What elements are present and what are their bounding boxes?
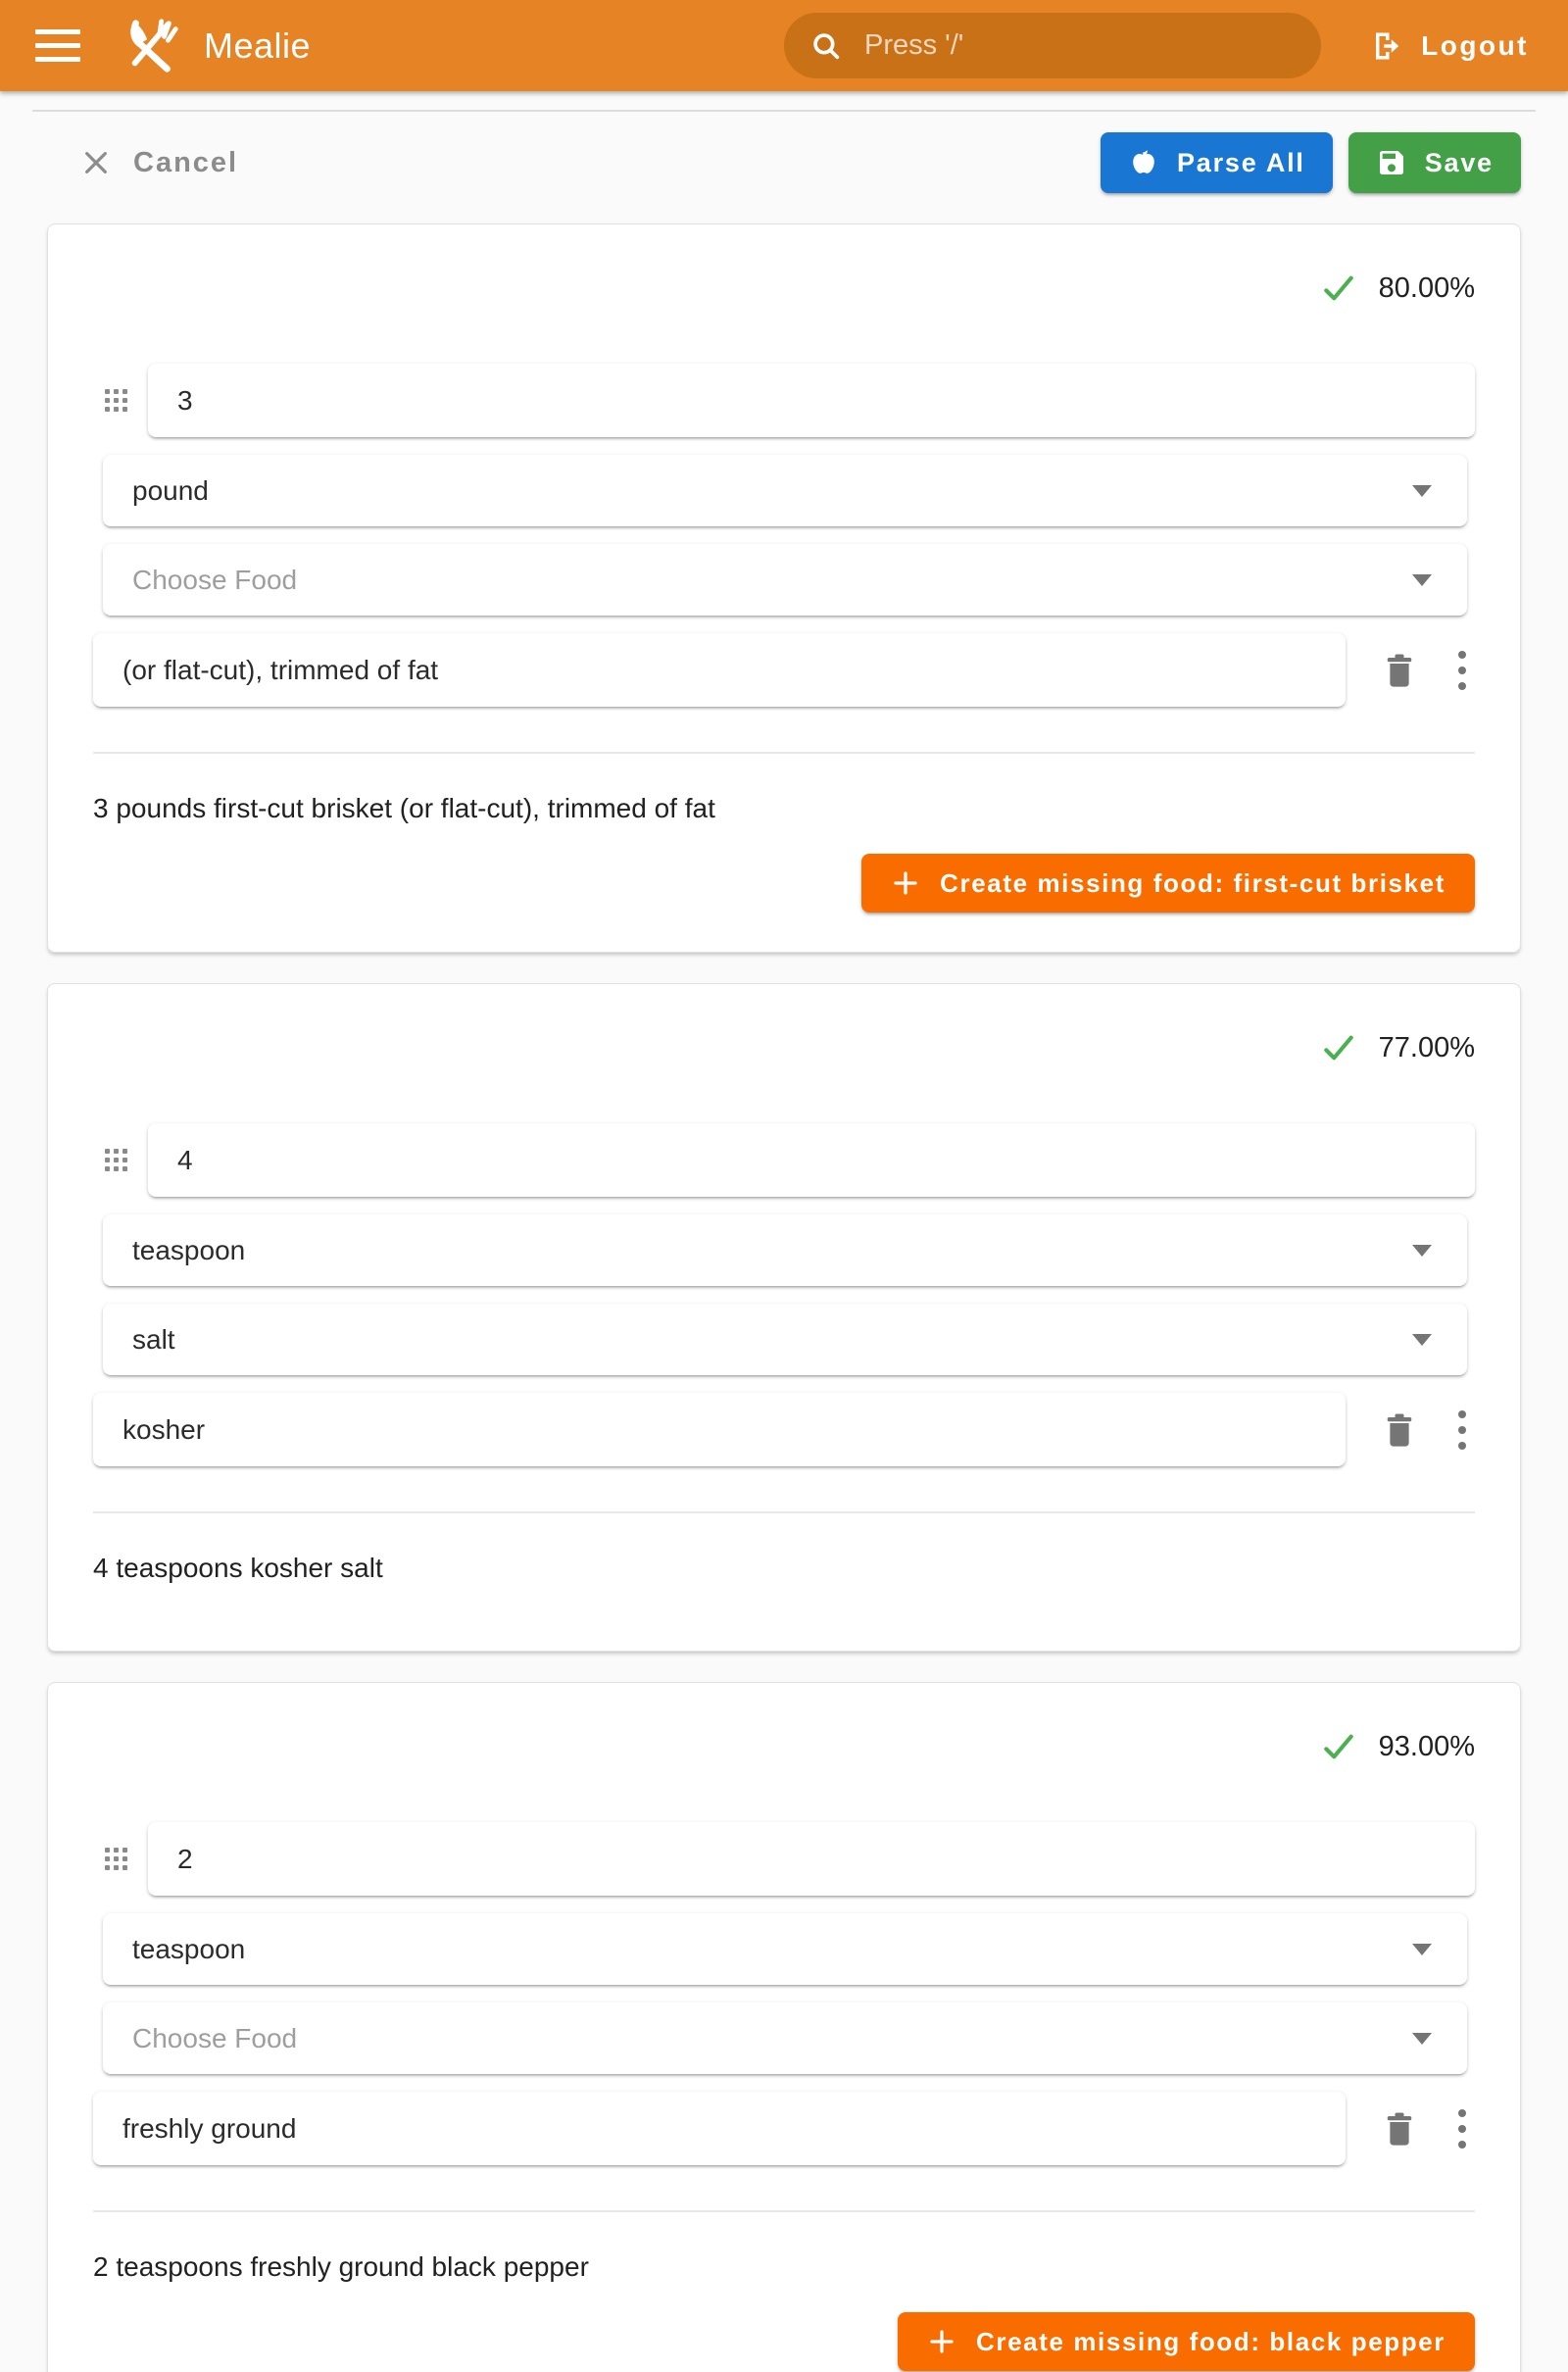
trash-can-icon — [1379, 648, 1420, 693]
x-icon — [80, 147, 112, 178]
confidence-value: 77.00% — [1378, 1031, 1475, 1063]
crossed-fork-knife-icon — [122, 16, 182, 76]
parse-all-button[interactable] — [1101, 132, 1333, 193]
kebab-dots-icon — [1458, 651, 1466, 659]
food-select[interactable] — [103, 2002, 1467, 2074]
more-options-button[interactable] — [1455, 1410, 1469, 1450]
magnifier-icon — [809, 29, 843, 63]
confidence-row — [93, 270, 1475, 307]
unit-value: pound — [132, 474, 209, 506]
kebab-dots-icon — [1458, 1410, 1466, 1418]
logout-button[interactable] — [1370, 28, 1529, 64]
ingredient-card-list — [0, 223, 1568, 2372]
food-select[interactable] — [103, 544, 1467, 616]
search-placeholder: Press '/' — [864, 29, 964, 61]
ingredient-card — [47, 1682, 1521, 2372]
plus-icon — [891, 868, 920, 898]
app-bar — [0, 0, 1568, 91]
card-divider — [93, 1511, 1475, 1513]
delete-button[interactable] — [1379, 1408, 1420, 1453]
plus-icon — [927, 2327, 956, 2356]
floppy-disk-icon — [1376, 147, 1407, 178]
triangle-down-icon — [1412, 2033, 1432, 2045]
triangle-down-icon — [1412, 485, 1432, 497]
create-missing-food-label: Create missing food: first-cut brisket — [940, 867, 1446, 898]
card-divider — [93, 2210, 1475, 2212]
quantity-input[interactable] — [148, 364, 1475, 437]
ingredient-card — [47, 223, 1521, 953]
top-divider — [32, 110, 1536, 112]
triangle-down-icon — [1412, 1944, 1432, 1955]
triangle-down-icon — [1412, 1334, 1432, 1346]
more-options-button[interactable] — [1455, 651, 1469, 690]
triangle-down-icon — [1412, 574, 1432, 586]
checkmark-icon — [1320, 1728, 1357, 1765]
editor-toolbar — [0, 132, 1568, 193]
ingredient-card — [47, 983, 1521, 1652]
original-ingredient-text: 4 teaspoons kosher salt — [93, 1553, 383, 1583]
food-value: salt — [132, 1323, 175, 1355]
note-input[interactable] — [93, 633, 1346, 707]
unit-select[interactable] — [103, 1214, 1467, 1286]
kebab-dots-icon — [1458, 2109, 1466, 2117]
more-options-button[interactable] — [1455, 2109, 1469, 2149]
delete-button[interactable] — [1379, 648, 1420, 693]
menu-icon[interactable] — [35, 29, 80, 62]
unit-select[interactable] — [103, 1913, 1467, 1985]
note-input[interactable] — [93, 1393, 1346, 1466]
trash-can-icon — [1379, 1408, 1420, 1453]
trash-can-icon — [1379, 2106, 1420, 2151]
cancel-button[interactable] — [80, 147, 238, 179]
checkmark-icon — [1320, 1029, 1357, 1066]
delete-button[interactable] — [1379, 2106, 1420, 2151]
cancel-label: Cancel — [133, 146, 239, 178]
checkmark-icon — [1320, 270, 1357, 307]
original-ingredient-text: 2 teaspoons freshly ground black pepper — [93, 2251, 589, 2282]
parse-all-label: Parse All — [1176, 147, 1305, 177]
confidence-row — [93, 1029, 1475, 1066]
search-input[interactable] — [784, 13, 1321, 78]
create-missing-food-button[interactable] — [898, 2312, 1475, 2371]
unit-select[interactable] — [103, 455, 1467, 526]
drag-handle-icon[interactable] — [105, 1848, 128, 1870]
confidence-value: 80.00% — [1378, 272, 1475, 304]
save-button[interactable] — [1348, 132, 1521, 193]
apple-icon — [1128, 147, 1159, 178]
exit-arrow-icon — [1370, 28, 1405, 64]
quantity-input[interactable] — [148, 1123, 1475, 1197]
confidence-value: 93.00% — [1378, 1730, 1475, 1762]
create-missing-food-button[interactable] — [861, 854, 1475, 913]
drag-handle-icon[interactable] — [105, 389, 128, 412]
food-select[interactable] — [103, 1304, 1467, 1375]
food-placeholder: Choose Food — [132, 564, 298, 595]
drag-handle-icon[interactable] — [105, 1149, 128, 1171]
app-title: Mealie — [204, 25, 312, 66]
original-ingredient-text: 3 pounds first-cut brisket (or flat-cut), trimmed of fat — [93, 793, 715, 823]
note-input[interactable] — [93, 2092, 1346, 2165]
logout-label: Logout — [1421, 29, 1529, 61]
card-divider — [93, 752, 1475, 754]
confidence-row — [93, 1728, 1475, 1765]
triangle-down-icon — [1412, 1245, 1432, 1257]
food-placeholder: Choose Food — [132, 2022, 298, 2053]
create-missing-food-label: Create missing food: black pepper — [975, 2326, 1446, 2356]
unit-value: teaspoon — [132, 1234, 246, 1265]
quantity-input[interactable] — [148, 1822, 1475, 1896]
save-label: Save — [1424, 147, 1494, 177]
unit-value: teaspoon — [132, 1933, 246, 1964]
